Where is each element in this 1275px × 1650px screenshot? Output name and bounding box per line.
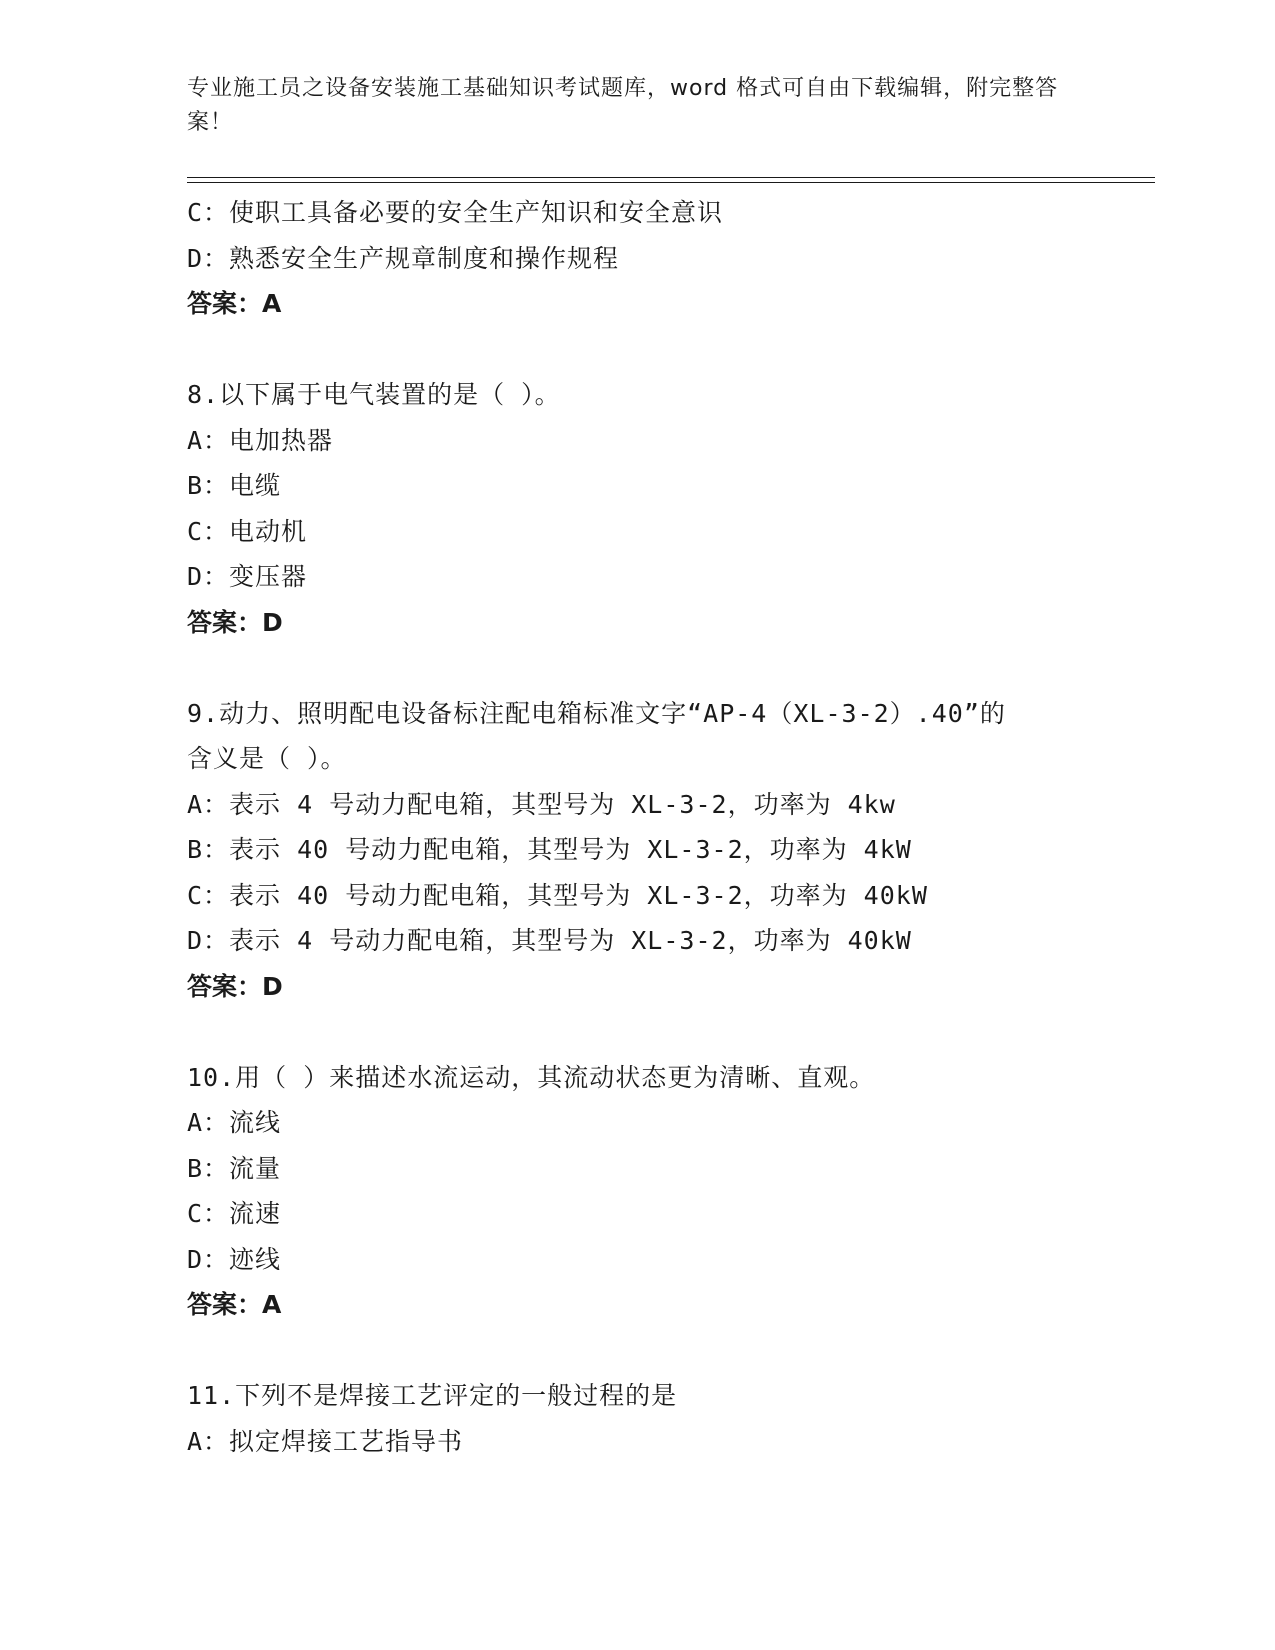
option-a: A：拟定焊接工艺指导书 [187, 1426, 464, 1456]
question-text: 8.以下属于电气装置的是（ ）。 [187, 380, 561, 409]
option-b: B：电缆 [187, 471, 282, 500]
option-b: B：表示 40 号动力配电箱，其型号为 XL-3-2，功率为 4kW [187, 835, 912, 864]
question-text: 10.用（ ）来描述水流运动，其流动状态更为清晰、直观。 [187, 1062, 876, 1092]
answer-label: 答案：D [187, 971, 283, 1001]
answer-label: 答案：A [187, 289, 282, 318]
header-rule-top [187, 177, 1155, 178]
option-a: A：流线 [187, 1108, 282, 1137]
option-d: D：表示 4 号动力配电箱，其型号为 XL-3-2，功率为 40kW [187, 926, 912, 955]
question-list [187, 190, 1155, 1464]
question-text: 11.下列不是焊接工艺评定的一般过程的是 [187, 1381, 678, 1410]
question-text-line-1: 9.动力、照明配电设备标注配电箱标准文字“AP-4（XL-3-2）.40”的 [187, 698, 1006, 728]
option-c: C：表示 40 号动力配电箱，其型号为 XL-3-2，功率为 40kW [187, 880, 928, 910]
option-d: D：熟悉安全生产规章制度和操作规程 [187, 243, 620, 273]
question-block-8 [187, 372, 1155, 645]
option-d: D：变压器 [187, 562, 308, 591]
option-a: A：表示 4 号动力配电箱，其型号为 XL-3-2，功率为 4kw [187, 789, 896, 819]
option-c: C：电动机 [187, 516, 308, 546]
option-c: C：使职工具备必要的安全生产知识和安全意识 [187, 198, 724, 227]
question-text-line-2: 含义是（ ）。 [187, 744, 347, 773]
option-c: C：流速 [187, 1199, 282, 1228]
question-block-11 [187, 1373, 1155, 1464]
answer-label: 答案：D [187, 607, 283, 637]
document-header: 专业施工员之设备安装施工基础知识考试题库，word 格式可自由下载编辑，附完整答案！ [187, 76, 1059, 135]
option-a: A：电加热器 [187, 425, 334, 455]
option-b: B：流量 [187, 1153, 282, 1183]
answer-label: 答案：A [187, 1290, 282, 1319]
header-rule-bottom [187, 182, 1155, 183]
question-block-7 [187, 190, 1155, 327]
question-block-10 [187, 1055, 1155, 1328]
option-d: D：迹线 [187, 1244, 282, 1274]
question-block-9 [187, 691, 1155, 1010]
